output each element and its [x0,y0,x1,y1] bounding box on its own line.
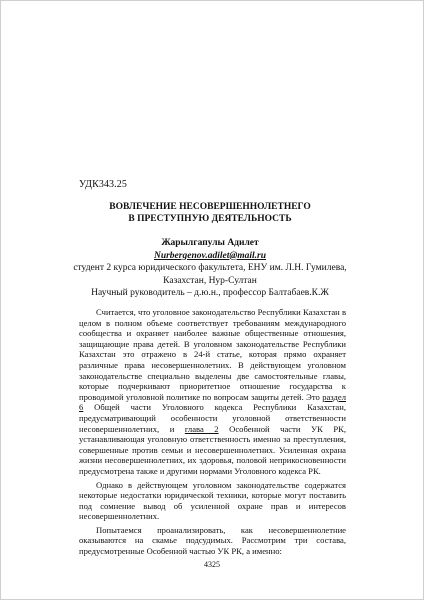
author-supervisor: Научный руководитель – д.ю.н., профессор Балтабаев.К.Ж [91,288,329,298]
paragraph-1-end: Особенной части УК РК, устанавливающая уголовную ответственность именно за преступления, совершенные против семьи и несовершеннолетних. Усиленная охрана жизни несовершеннолетних, их здоровья, половой неприкосновенности предусмотрена также и другими нормами Уголовного кодекса РК. [79,423,346,476]
udk-code: УДК343.25 [79,179,127,190]
title-line-1: ВОВЛЕЧЕНИЕ НЕСОВЕРШЕННОЛЕТНЕГО [109,202,311,212]
link-section-6[interactable]: раздел 6 [79,391,347,413]
paragraph-2: Однако в действующем уголовном законодательстве содержатся некоторые недостатки юридической техники, которые могут поставить под сомнение вывод об усиленной охране прав и интересов несовершеннолетних. [79,479,346,522]
author-email-link[interactable]: Nurbergenov.adilet@mail.ru [153,250,267,261]
paragraph-1-middle: Общей части Уголовного кодекса Республики Казахстан, предусматривающий особенности уголовной ответственности несовершеннолетних, и [79,402,346,434]
title-line-2: В ПРЕСТУПНУЮ ДЕЯТЕЛЬНОСТЬ [128,214,292,224]
author-affiliation-1: студент 2 курса юридического факультета, ЕНУ им. Л.Н. Гумилева, [73,263,347,273]
author-affiliation-2: Казахстан, Нур-Султан [163,275,257,286]
author-name: Жарылгапулы Адилет [161,238,259,248]
paper-title [60,201,360,225]
paragraph-3: Попытаемся проанализировать, как несовершеннолетние оказываются на скамье подсудимых. Рассмотрим три состава, предусмотренные Особенной частью УК РК, а именно: [79,524,346,557]
paragraph-1 [79,307,346,477]
link-chapter-2[interactable]: глава 2 [184,423,219,434]
page-number: 4325 [204,560,220,569]
paragraph-1-start: Считается, что уголовное законодательство Республики Казахстан в целом в полном объеме соответствует требованиям международного сообщества и охраняет наиболее важные общественные отношения, защищающие права детей. В уголовном законодательстве Республики Казахстан это отражено в 24-й статье, которая прямо охраняет различные права несовершеннолетних. В действующем уголовном законодательстве специально выделены две самостоятельные главы, которые подчеркивают приоритетное отношение государства к проводимой уголовной политике по вопросам защиты детей. Это [79,307,346,402]
body-text [79,307,346,560]
author-block [60,237,360,300]
